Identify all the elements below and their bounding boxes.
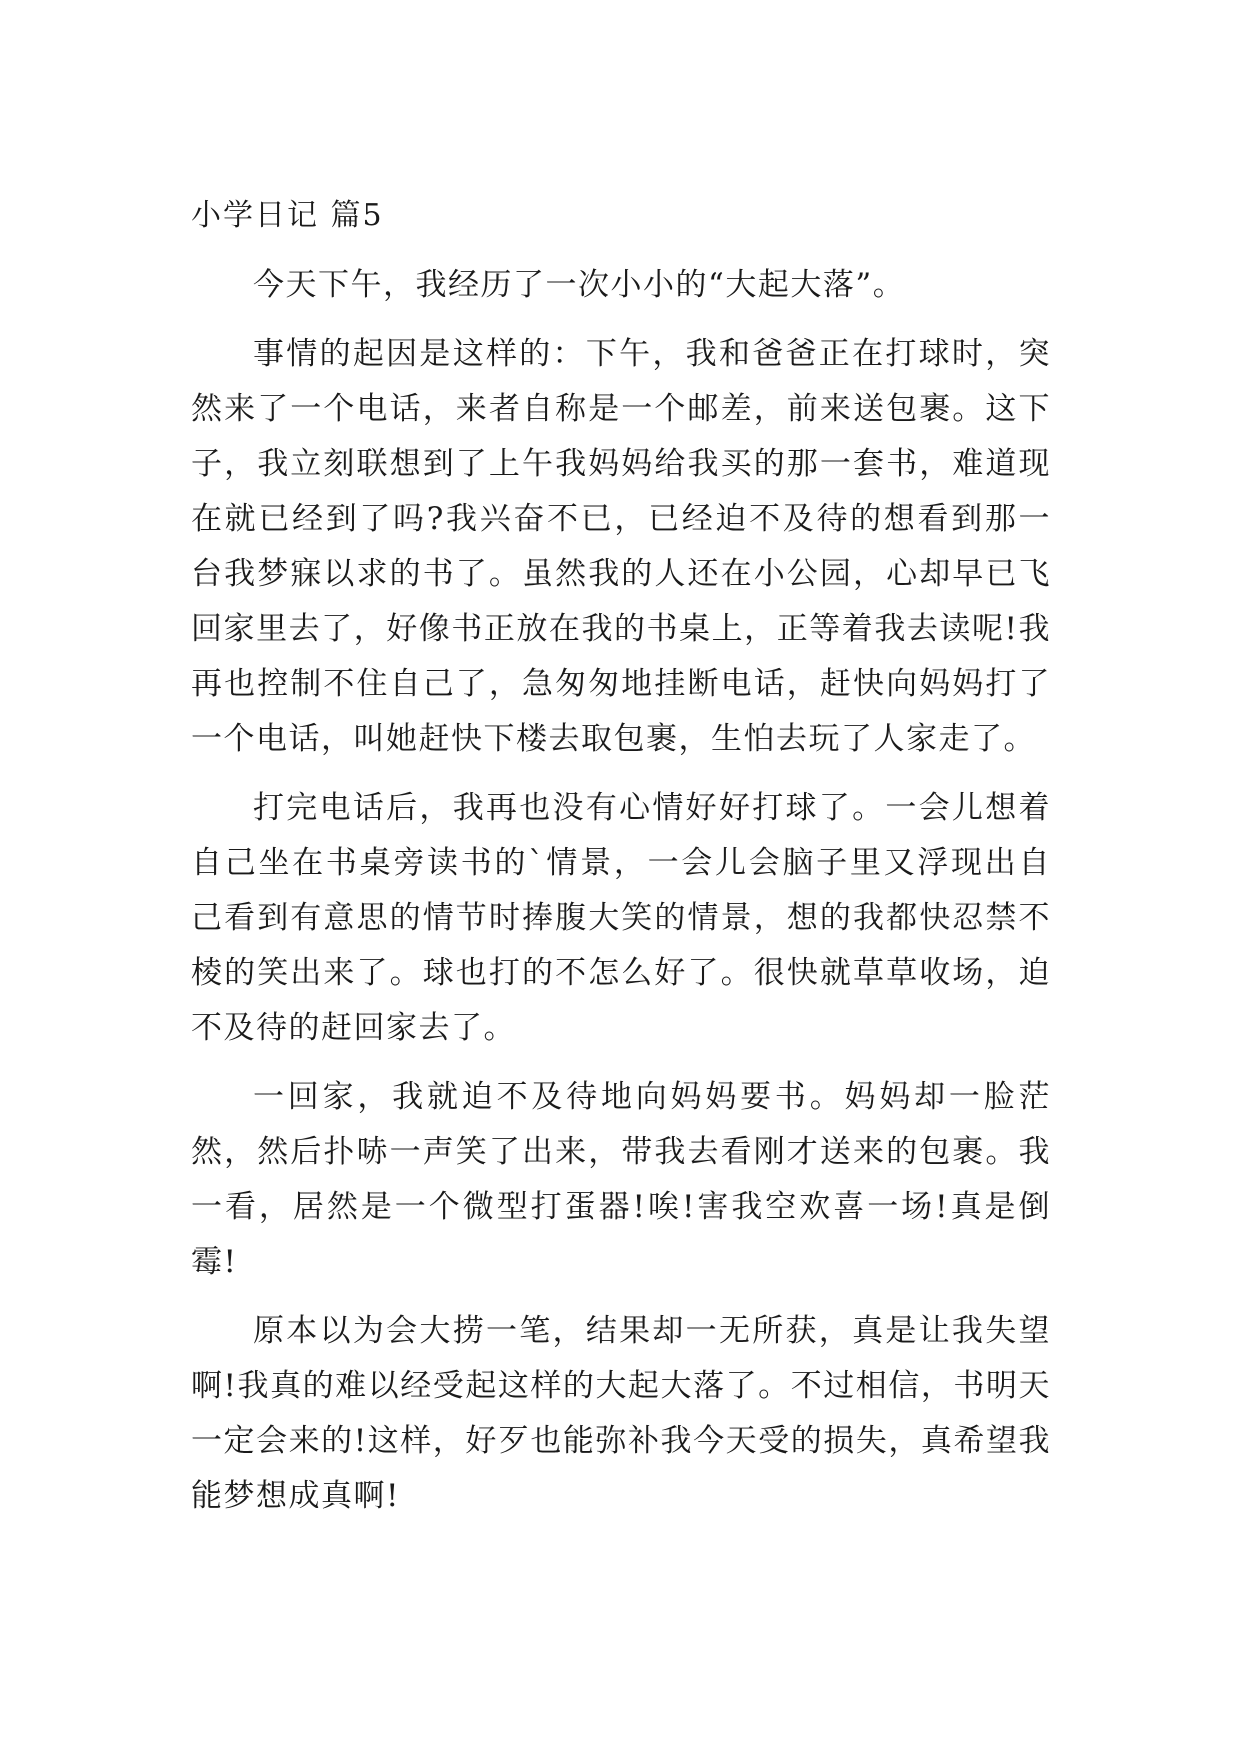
document-body <box>191 196 1051 1538</box>
paragraph: 今天下午，我经历了一次小小的“大起大落”。 <box>253 267 906 303</box>
paragraph: 事情的起因是这样的：下午，我和爸爸正在打球时，突然来了一个电话，来者自称是一个邮差，前来送包裹。这下子，我立刻联想到了上午我妈妈给我买的那一套书，难道现在就已经到了吗?我兴奋不已，已经迫不及待的想看到那一台我梦寐以求的书了。虽然我的人还在小公园，心却早已飞回家里去了，好像书正放在我的书桌上，正等着我去读呢!我再也控制不住自己了，急匆匆地挂断电话，赶快向妈妈打了一个电话，叫她赶快下楼去取包裹，生怕去玩了人家走了。 <box>191 336 1051 757</box>
paragraph: 一回家，我就迫不及待地向妈妈要书。妈妈却一脸茫然，然后扑哧一声笑了出来，带我去看刚才送来的包裹。我一看，居然是一个微型打蛋器!唉!害我空欢喜一场!真是倒霉! <box>191 1079 1051 1280</box>
document-title: 小学日记 篇5 <box>191 198 384 233</box>
paragraph: 打完电话后，我再也没有心情好好打球了。一会儿想着自己坐在书桌旁读书的`情景，一会儿会脑子里又浮现出自己看到有意思的情节时捧腹大笑的情景，想的我都快忍禁不棱的笑出来了。球也打的不怎么好了。很快就草草收场，迫不及待的赶回家去了。 <box>191 790 1051 1046</box>
paragraph: 原本以为会大捞一笔，结果却一无所获，真是让我失望啊!我真的难以经受起这样的大起大落了。不过相信，书明天一定会来的!这样，好歹也能弥补我今天受的损失，真希望我能梦想成真啊! <box>191 1313 1051 1514</box>
